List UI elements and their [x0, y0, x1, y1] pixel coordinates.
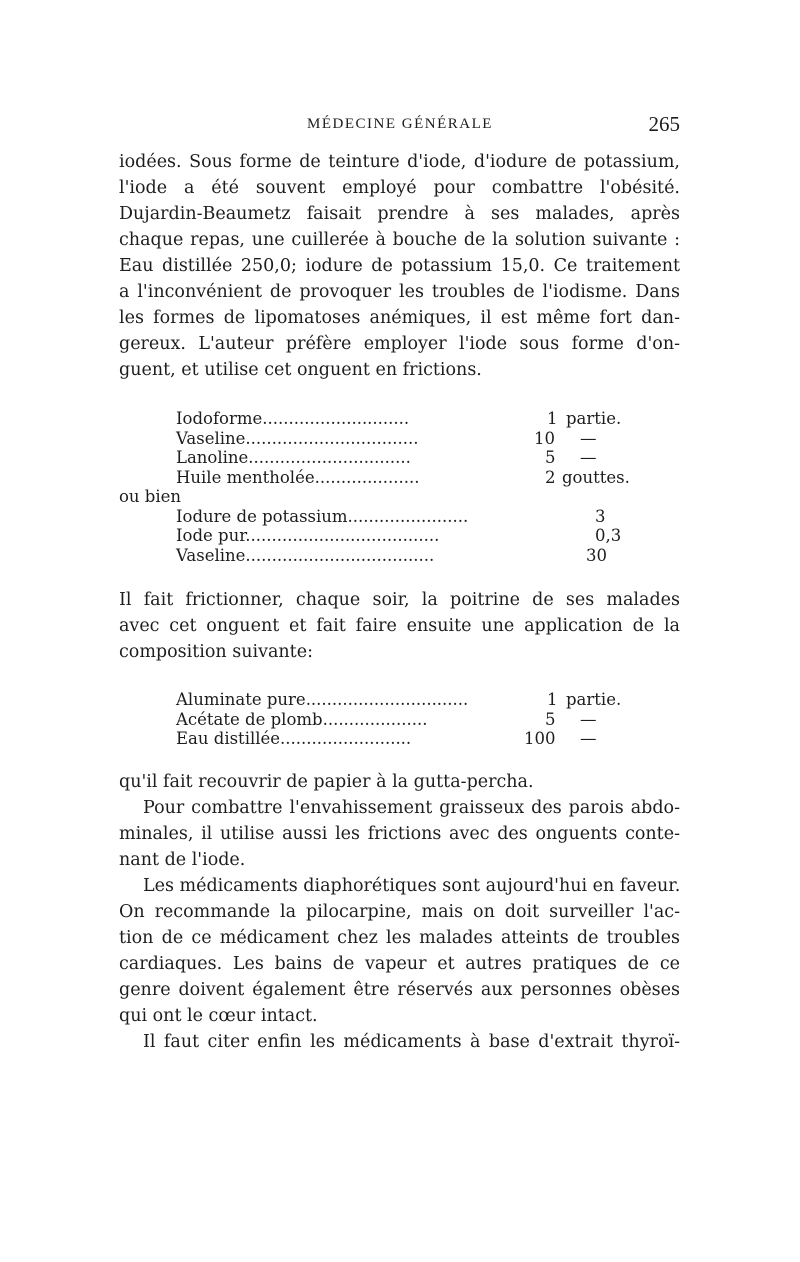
text-line: guent, et utilise cet onguent en frictions.: [119, 360, 482, 380]
recipe-connector: [119, 487, 680, 507]
text-line: nant de l'iode.: [119, 850, 246, 870]
paragraph-medicaments: [119, 769, 680, 1055]
text-line: Dujardin-Beaumetz faisait prendre à ses malades, après: [119, 204, 680, 224]
recipe-row: [119, 468, 680, 488]
recipe-row: [119, 690, 680, 710]
text-line: qu'il fait recouvrir de papier à la gutta-percha.: [119, 772, 534, 792]
ingredient-unit: —: [580, 448, 597, 467]
ingredient-name: Iodoforme............................: [176, 409, 410, 428]
text-line: gereux. L'auteur préfère employer l'iode sous forme d'on-: [119, 334, 680, 354]
recipe-row: [119, 526, 680, 546]
ingredient-unit: gouttes.: [562, 467, 630, 487]
ingredient-name: Vaseline.................................: [176, 428, 419, 448]
page-number: 265: [648, 112, 680, 136]
recipe-row: [119, 507, 680, 527]
text-line: l'iode a été souvent employé pour combattre l'obésité.: [119, 178, 680, 198]
ingredient-name: Aluminate pure...............................: [176, 690, 469, 709]
ingredient-quantity: 30: [586, 545, 607, 565]
ingredient-unit: —: [580, 729, 597, 748]
ingredient-quantity: 1: [547, 690, 558, 709]
paragraph-frictions: [119, 587, 680, 665]
recipe-row: [119, 546, 680, 566]
ingredient-name: Iode pur.....................................: [176, 526, 440, 545]
paragraph-iode: [119, 149, 680, 383]
text-line: chaque repas, une cuillerée à bouche de la solution suivante :: [119, 230, 680, 250]
recipe-row: [119, 448, 680, 468]
ingredient-quantity: 3: [595, 506, 606, 526]
ingredient-name: Lanoline...............................: [176, 448, 411, 467]
ingredient-name: Acétate de plomb....................: [176, 709, 428, 729]
connector-text: ou bien: [119, 487, 182, 506]
ingredient-unit: —: [580, 428, 597, 448]
ingredient-quantity: 10: [534, 428, 555, 448]
page-header: [120, 112, 680, 142]
text-line: cardiaques. Les bains de vapeur et autres pratiques de ce: [119, 954, 680, 974]
text-line: Pour combattre l'envahissement graisseux des parois abdo-: [143, 798, 680, 818]
text-line: composition suivante:: [119, 642, 313, 662]
ingredient-quantity: 5: [545, 448, 556, 467]
ingredient-unit: partie.: [566, 409, 622, 428]
recipe-row: [119, 710, 680, 730]
text-line: qui ont le cœur intact.: [119, 1006, 318, 1026]
recipe-application: [119, 690, 680, 749]
ingredient-quantity: 5: [545, 709, 556, 729]
text-line: avec cet onguent et fait faire ensuite une application de la: [119, 616, 680, 636]
recipe-row: [119, 429, 680, 449]
recipe-row: [119, 729, 680, 749]
ingredient-name: Huile mentholée....................: [176, 467, 420, 487]
recipe-pommade-iodoforme: [119, 409, 680, 565]
ingredient-quantity: 2: [545, 467, 556, 487]
ingredient-unit: —: [580, 709, 597, 729]
text-line: Il fait frictionner, chaque soir, la poitrine de ses malades: [119, 590, 680, 610]
text-line: iodées. Sous forme de teinture d'iode, d'iodure de potassium,: [119, 152, 680, 172]
ingredient-unit: partie.: [566, 690, 622, 709]
text-line: Eau distillée 250,0; iodure de potassium 15,0. Ce traitement: [119, 256, 680, 276]
text-line: Il faut citer enfin les médicaments à base d'extrait thyroï-: [143, 1032, 680, 1052]
text-line: a l'inconvénient de provoquer les troubles de l'iodisme. Dans: [119, 282, 680, 302]
ingredient-quantity: 0,3: [595, 526, 622, 545]
text-line: Les médicaments diaphorétiques sont aujourd'hui en faveur.: [143, 876, 681, 896]
text-line: genre doivent également être réservés aux personnes obèses: [119, 980, 680, 1000]
text-line: les formes de lipomatoses anémiques, il est même fort dan-: [119, 308, 680, 328]
text-line: minales, il utilise aussi les frictions avec des onguents conte-: [119, 824, 680, 844]
recipe-row: [119, 409, 680, 429]
text-line: tion de ce médicament chez les malades atteints de troubles: [119, 928, 680, 948]
running-title: MÉDECINE GÉNÉRALE: [307, 116, 493, 132]
ingredient-name: Eau distillée.........................: [176, 729, 412, 748]
text-line: On recommande la pilocarpine, mais on doit surveiller l'ac-: [119, 902, 680, 922]
ingredient-quantity: 1: [547, 409, 558, 428]
ingredient-name: Iodure de potassium.......................: [176, 506, 469, 526]
ingredient-quantity: 100: [524, 729, 556, 748]
ingredient-name: Vaseline....................................: [176, 545, 435, 565]
